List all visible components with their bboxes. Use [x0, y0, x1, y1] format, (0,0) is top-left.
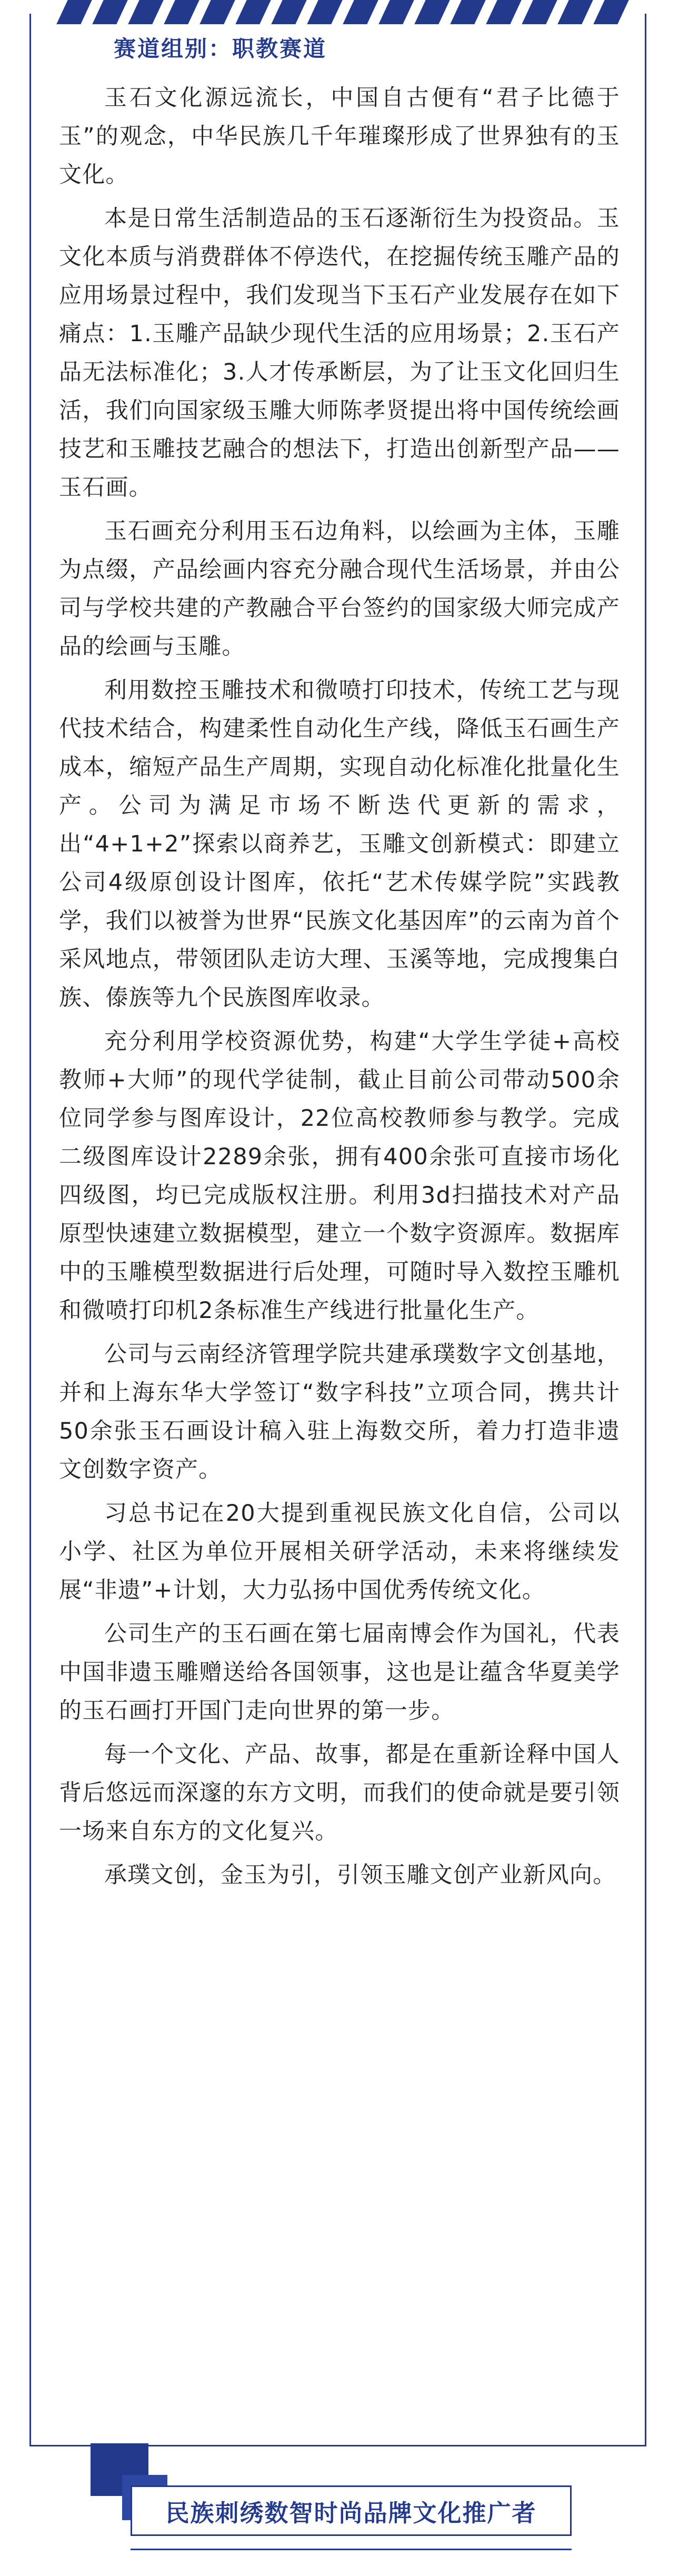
article-paragraph: 每一个文化、产品、故事，都是在重新诠释中国人背后悠远而深邃的东方文明，而我们的使命就是要引领一场来自东方的文化复兴。 — [59, 1741, 620, 1845]
dash-block — [92, 0, 127, 24]
dash-block — [414, 0, 450, 24]
article-paragraph: 公司与云南经济管理学院共建承璞数字文创基地，并和上海东华大学签订“数字科技”立项合同，携共计50余张玉石画设计稿入驻上海数交所，着力打造非遗文创数字资产。 — [59, 1341, 620, 1483]
article-paragraph: 习总书记在20大提到重视民族文化自信，公司以小学、社区为单位开展相关研学活动，未来将继续发展“非遗”+计划，大力弘扬中国优秀传统文化。 — [59, 1500, 620, 1603]
dash-block — [235, 0, 271, 24]
article-paragraph: 充分利用学校资源优势，构建“大学生学徒+高校教师+大师”的现代学徒制，截止目前公司带动500余位同学参与图库设计，22位高校教师参与教学。完成二级图库设计2289余张，拥有400余张可直接市场化四级图，均已完成版权注册。利用3d扫描技术对产品原型快速建立数据模型，建立一个数字资源库。数据库中的玉雕模型数据进行后处理，可随时导入数控玉雕机和微喷打印机2条标准生产线进行批量化生产。 — [59, 1028, 620, 1324]
article-paragraph: 玉石文化源远流长，中国自古便有“君子比德于玉”的观念，中华民族几千年璀璨形成了世界独有的玉文化。 — [59, 85, 620, 188]
dash-block — [486, 0, 521, 24]
dash-block — [128, 0, 163, 24]
dash-block — [522, 0, 557, 24]
article-body — [59, 79, 620, 1900]
dash-block — [557, 0, 593, 24]
dash-block — [56, 0, 92, 24]
article-paragraph: 本是日常生活制造品的玉石逐渐衍生为投资品。玉文化本质与消费群体不停迭代，在挖掘传统玉雕产品的应用场景过程中，我们发现当下玉石产业发展存在如下痛点：1.玉雕产品缺少现代生活的应用场景；2.玉石产品无法标准化；3.人才传承断层，为了让玉文化回归生活，我们向国家级玉雕大师陈孝贤提出将中国传统绘画技艺和玉雕技艺融合的想法下，打造出创新型产品——玉石画。 — [59, 205, 620, 501]
dash-block — [343, 0, 378, 24]
dash-block — [450, 0, 485, 24]
article-paragraph: 承璞文创，金玉为引，引领玉雕文创产业新风向。 — [104, 1862, 616, 1888]
dash-block — [199, 0, 235, 24]
dash-block — [164, 0, 199, 24]
article-paragraph: 利用数控玉雕技术和微喷打印技术，传统工艺与现代技术结合，构建柔性自动化生产线，降低玉石画生产成本，缩短产品生产周期，实现自动化标准化批量化生产。公司为满足市场不断迭代更新的需求，出“4+1+2”探索以商养艺，玉雕文创新模式：即建立公司4级原创设计图库，依托“艺术传媒学院”实践教学，我们以被誉为世界“民族文化基因库”的云南为首个采风地点，带领团队走访大理、玉溪等地，完成搜集白族、傣族等九个民族图库收录。 — [59, 677, 620, 1011]
top-dash-decoration — [62, 0, 620, 24]
footer-divider — [131, 2549, 572, 2550]
dash-block — [378, 0, 414, 24]
article-paragraph: 公司生产的玉石画在第七届南博会作为国礼，代表中国非遗玉雕赠送给各国领事，这也是让蕴含华夏美学的玉石画打开国门走向世界的第一步。 — [59, 1621, 620, 1724]
dash-block — [271, 0, 306, 24]
article-paragraph: 玉石画充分利用玉石边角料，以绘画为主体，玉雕为点缀，产品绘画内容充分融合现代生活场景，并由公司与学校共建的产教融合平台签约的国家级大师完成产品的绘画与玉雕。 — [59, 518, 620, 660]
dash-block — [307, 0, 342, 24]
track-label: 赛道组别：职教赛道 — [114, 36, 327, 62]
footer-title: 民族刺绣数智时尚品牌文化推广者 — [131, 2485, 572, 2536]
